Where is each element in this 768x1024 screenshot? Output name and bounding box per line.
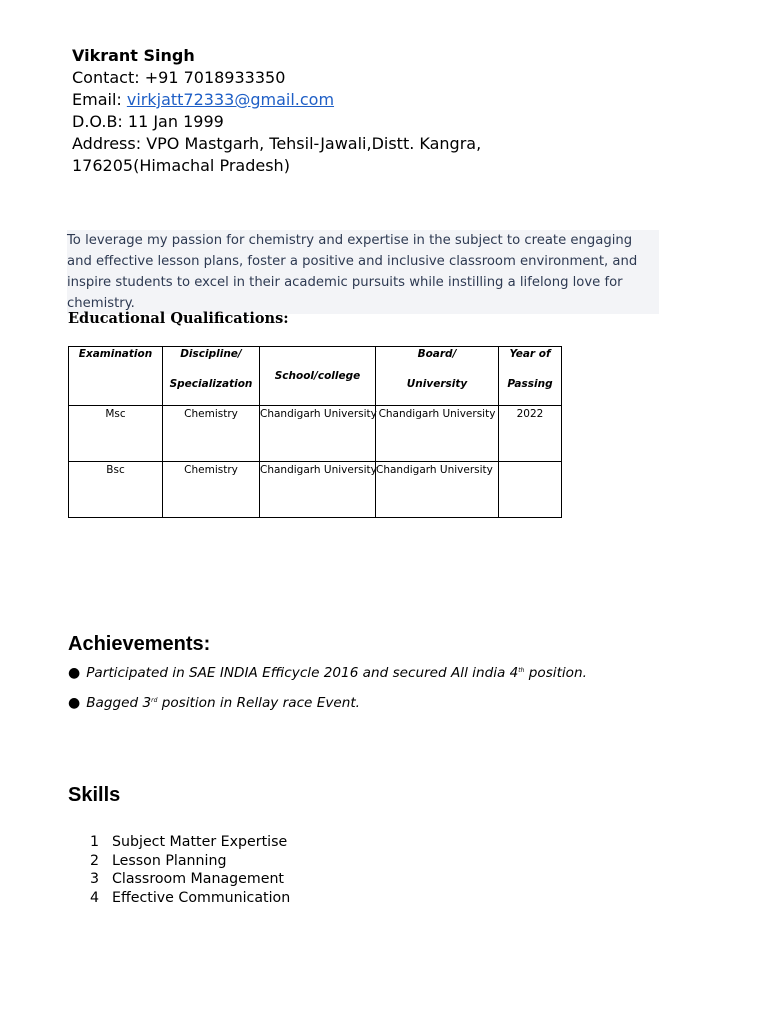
cell-discipline: Chemistry <box>163 462 260 518</box>
education-heading: Educational Qualifications: <box>68 310 289 327</box>
cell-year: 2022 <box>499 406 562 462</box>
cell-exam: Msc <box>69 406 163 462</box>
cell-discipline: Chemistry <box>163 406 260 462</box>
skills-list <box>90 833 290 907</box>
cell-school: Chandigarh University <box>260 406 376 462</box>
email-link[interactable]: virkjatt72333@gmail.com <box>126 90 335 109</box>
address-line-1: Address: VPO Mastgarh, Tehsil-Jawali,Distt. Kangra, <box>72 134 482 153</box>
contact-number: Contact: +91 7018933350 <box>72 68 286 87</box>
list-item: 3 Classroom Management <box>90 871 284 887</box>
achievements-heading: Achievements: <box>68 633 211 655</box>
skills-heading: Skills <box>68 784 121 806</box>
achievement-item: ● Participated in SAE INDIA Efficycle 2016 and secured All india 4th position. <box>68 665 587 681</box>
cell-board: Chandigarh University <box>376 406 499 462</box>
address-line-2: 176205(Himachal Pradesh) <box>72 156 290 175</box>
table-header-row <box>69 347 562 406</box>
table-row <box>69 406 562 462</box>
candidate-name: Vikrant Singh <box>72 46 195 65</box>
email-label: Email: <box>72 90 127 109</box>
list-item: 2 Lesson Planning <box>90 852 227 869</box>
header-school: School/college <box>260 347 376 406</box>
header-year: Year of Passing <box>499 347 562 406</box>
header-examination: Examination <box>69 347 163 406</box>
header-discipline: Discipline/ Specialization <box>163 347 260 406</box>
objective-text: To leverage my passion for chemistry and expertise in the subject to create engaging and effective lesson plans, foster a positive and inclusive classroom environment, and inspire students to excel in their academic pursuits while instilling a lifelong love for chemistry. <box>67 230 659 314</box>
table-row <box>69 462 562 518</box>
cell-exam: Bsc <box>69 462 163 518</box>
achievement-item: ● Bagged 3rd position in Rellay race Event. <box>68 695 360 711</box>
contact-block <box>72 45 481 177</box>
header-board: Board/ University <box>376 347 499 406</box>
cell-year <box>499 462 562 518</box>
date-of-birth: D.O.B: 11 Jan 1999 <box>72 112 224 131</box>
bullet-icon: ● <box>68 665 81 681</box>
cell-school: Chandigarh University <box>260 462 376 518</box>
cell-board: Chandigarh University <box>376 462 499 518</box>
list-item: 1 Subject Matter Expertise <box>90 834 288 850</box>
bullet-icon: ● <box>68 695 81 711</box>
email-line <box>72 89 481 111</box>
education-table <box>68 346 562 518</box>
list-item: 4 Effective Communication <box>90 889 291 906</box>
